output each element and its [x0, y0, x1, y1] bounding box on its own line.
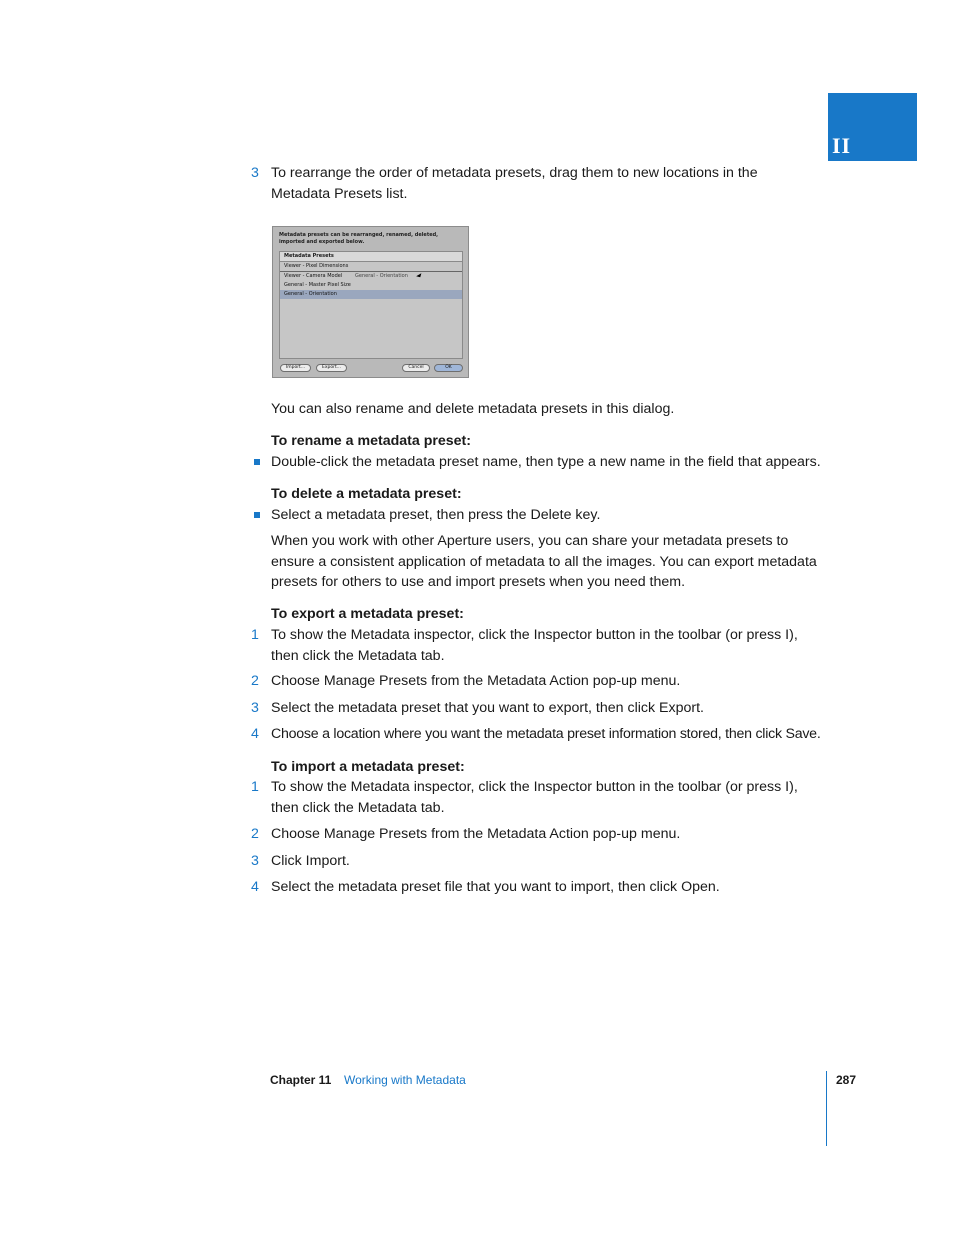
cancel-button[interactable]: Cancel [402, 364, 430, 372]
step-number: 3 [251, 853, 259, 869]
export-heading: To export a metadata preset: [271, 606, 464, 622]
bullet-icon [254, 512, 260, 518]
ok-button[interactable]: OK [434, 364, 463, 372]
list-item-selected[interactable]: General - Orientation [280, 290, 462, 299]
import-step-text: Select the metadata preset file that you want to import, then click Open. [271, 879, 720, 895]
step-number: 2 [251, 826, 259, 842]
metadata-presets-list[interactable] [279, 251, 463, 359]
footer-divider [826, 1071, 827, 1146]
step-number: 4 [251, 726, 259, 742]
list-item[interactable] [280, 272, 462, 281]
metadata-presets-dialog [272, 226, 469, 378]
export-step-text: Choose Manage Presets from the Metadata Action pop-up menu. [271, 673, 681, 689]
pointer-cursor-icon [416, 273, 423, 279]
step-number: 2 [251, 673, 259, 689]
import-heading: To import a metadata preset: [271, 759, 465, 775]
list-header: Metadata Presets [280, 252, 462, 262]
import-step-text: To show the Metadata inspector, click the Inspector button in the toolbar (or press I), then click the Metadata tab. [271, 779, 798, 816]
page-number: 287 [836, 1073, 857, 1087]
export-button[interactable]: Export... [316, 364, 347, 372]
export-step-text: To show the Metadata inspector, click the Inspector button in the toolbar (or press I), then click the Metadata tab. [271, 627, 798, 664]
step-number: 1 [251, 627, 259, 643]
share-paragraph: When you work with other Aperture users, you can share your metadata presets to ensure a consistent application of metadata to all the images. You can export metadata presets for others to use and import presets when you need them. [271, 533, 817, 591]
step-number: 3 [251, 165, 259, 181]
dialog-message: Metadata presets can be rearranged, renamed, deleted, imported and exported below. [279, 232, 439, 245]
import-step-text: Choose Manage Presets from the Metadata Action pop-up menu. [271, 826, 681, 842]
rename-delete-paragraph: You can also rename and delete metadata presets in this dialog. [271, 401, 675, 417]
rename-bullet-text: Double-click the metadata preset name, then type a new name in the field that appears. [271, 454, 821, 470]
step-number: 1 [251, 779, 259, 795]
bullet-icon [254, 459, 260, 465]
rename-heading: To rename a metadata preset: [271, 433, 472, 449]
footer-chapter: Chapter 11 [270, 1073, 332, 1087]
import-step-text: Click Import. [271, 853, 350, 869]
delete-bullet-text: Select a metadata preset, then press the Delete key. [271, 507, 601, 523]
delete-heading: To delete a metadata preset: [271, 486, 462, 502]
list-item-label: Viewer - Camera Model [284, 273, 343, 279]
export-step-text: Choose a location where you want the metadata preset information stored, then click Save. [271, 726, 821, 742]
drag-ghost-label: General - Orientation [355, 273, 408, 279]
part-tab [828, 93, 917, 161]
step-number: 4 [251, 879, 259, 895]
import-button[interactable]: Import... [280, 364, 311, 372]
step-number: 3 [251, 700, 259, 716]
footer-chapter-title[interactable]: Working with Metadata [344, 1073, 466, 1087]
part-tab-label: II [832, 133, 852, 158]
list-item[interactable]: General - Master Pixel Size [284, 282, 351, 288]
list-item[interactable]: Viewer - Pixel Dimensions [280, 262, 462, 272]
step-text: To rearrange the order of metadata presets, drag them to new locations in the Metadata Presets list. [271, 165, 758, 202]
export-step-text: Select the metadata preset that you want to export, then click Export. [271, 700, 704, 716]
